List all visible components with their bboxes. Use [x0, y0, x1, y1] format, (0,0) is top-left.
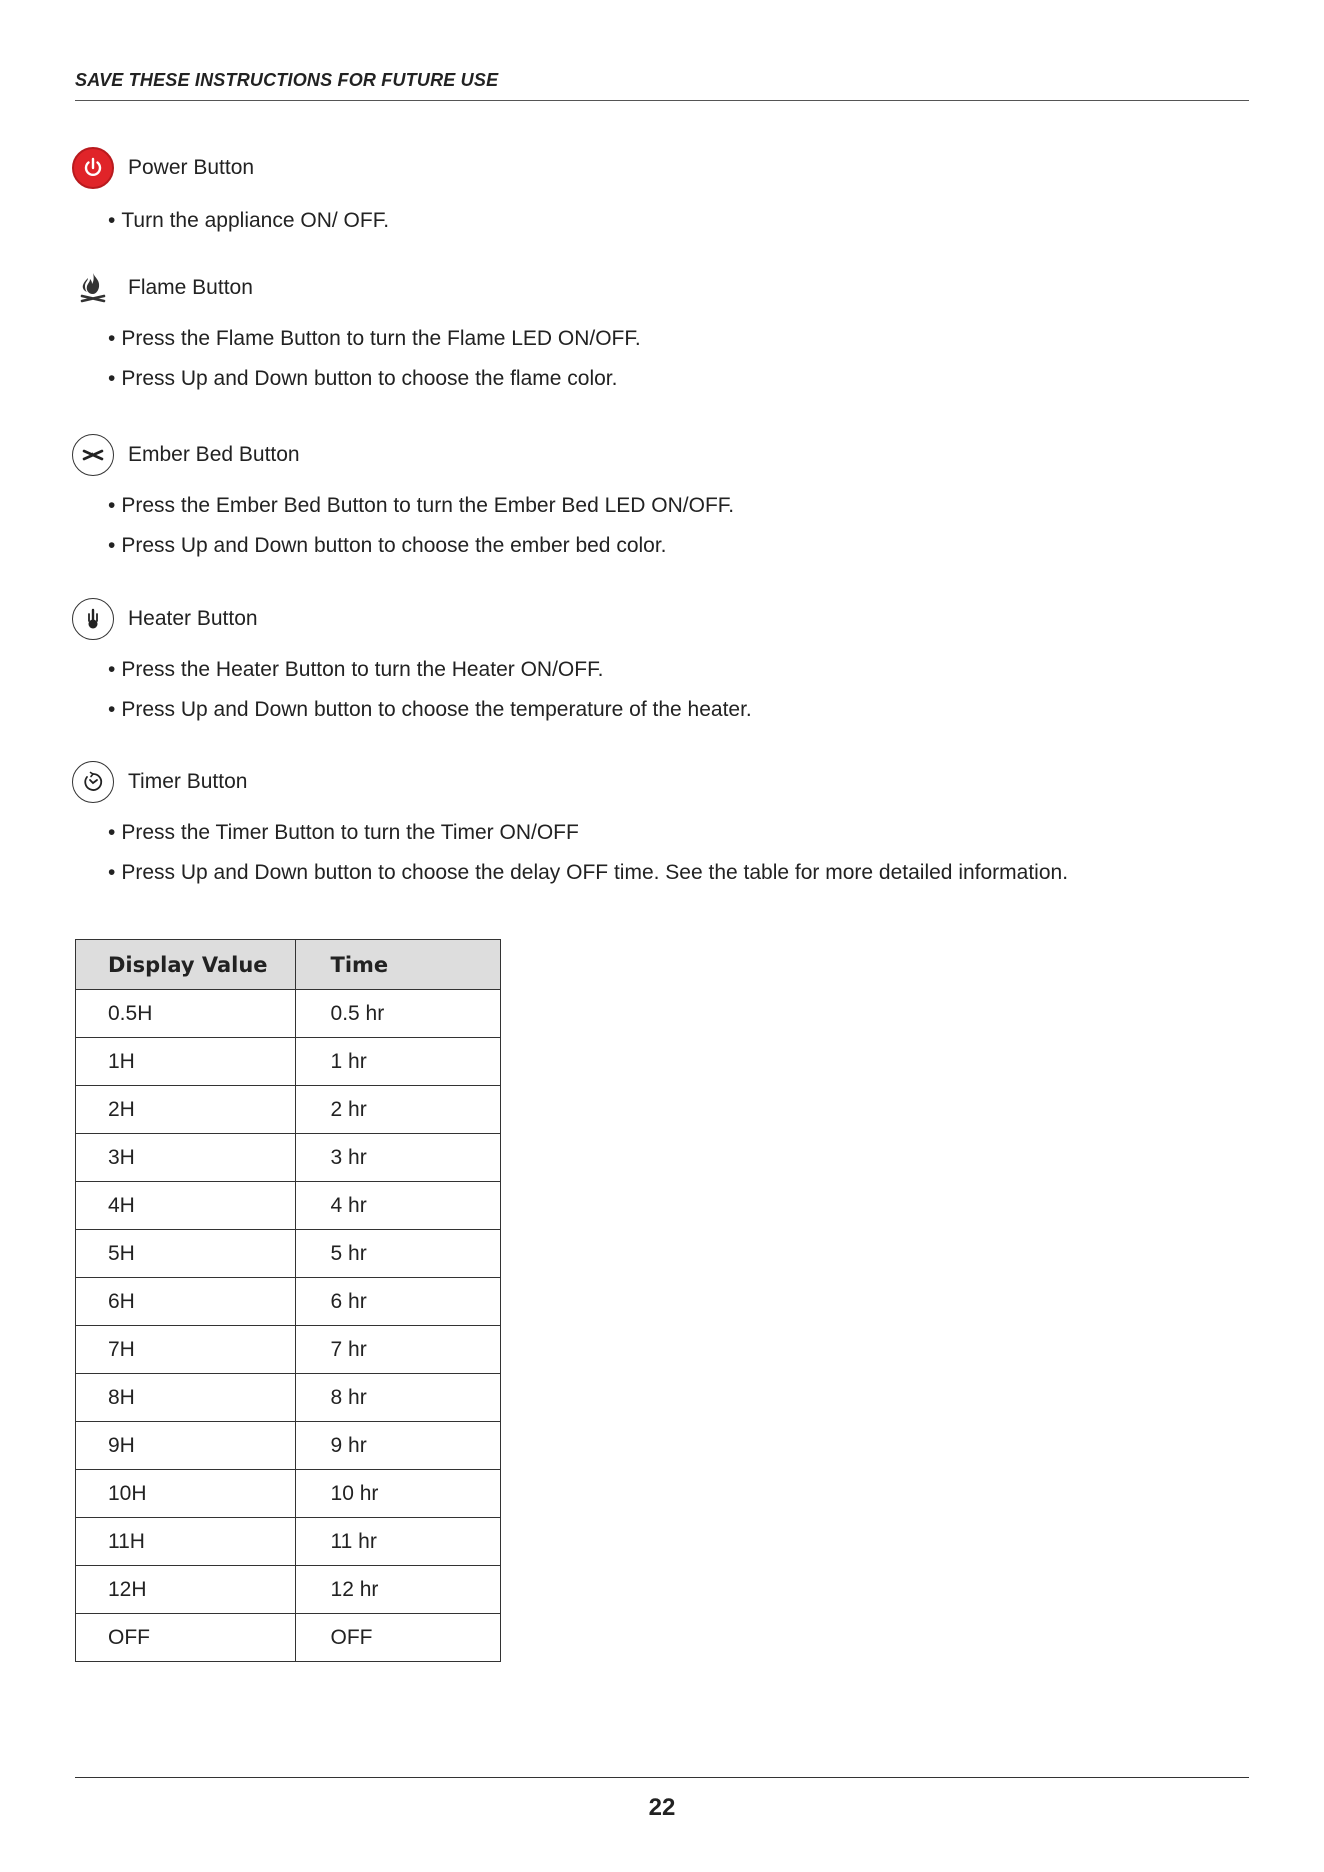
bullet-item: • Press Up and Down button to choose the ember bed color.	[108, 526, 734, 566]
time-cell: 5 hr	[295, 1230, 500, 1278]
table-row	[76, 1134, 501, 1182]
time-cell: 2 hr	[295, 1086, 500, 1134]
page-header: SAVE THESE INSTRUCTIONS FOR FUTURE USE	[75, 70, 499, 90]
display-value-cell: 2H	[76, 1086, 296, 1134]
time-cell: 11 hr	[295, 1518, 500, 1566]
section-flame	[72, 265, 641, 399]
time-cell: 12 hr	[295, 1566, 500, 1614]
time-cell: 6 hr	[295, 1278, 500, 1326]
table-row	[76, 1230, 501, 1278]
display-value-cell: 5H	[76, 1230, 296, 1278]
table-row	[76, 1470, 501, 1518]
section-power	[72, 145, 390, 241]
section-title: Heater Button	[128, 607, 258, 630]
display-value-cell: 0.5H	[76, 990, 296, 1038]
display-value-cell: 3H	[76, 1134, 296, 1182]
footer-divider	[75, 1777, 1249, 1778]
bullet-item: • Press the Flame Button to turn the Flame LED ON/OFF.	[108, 319, 641, 359]
display-value-cell: 12H	[76, 1566, 296, 1614]
bullet-item: • Press Up and Down button to choose the flame color.	[108, 359, 641, 399]
time-cell: 10 hr	[295, 1470, 500, 1518]
ember-bed-icon	[72, 434, 114, 476]
time-cell: 4 hr	[295, 1182, 500, 1230]
flame-icon	[72, 267, 114, 309]
section-heater	[72, 596, 752, 730]
table-row	[76, 1422, 501, 1470]
table-row	[76, 990, 501, 1038]
header-divider	[75, 100, 1249, 101]
bullet-item: • Press the Timer Button to turn the Timer ON/OFF	[108, 813, 1068, 853]
display-value-cell: 7H	[76, 1326, 296, 1374]
bullet-item: • Press the Heater Button to turn the Heater ON/OFF.	[108, 650, 752, 690]
display-value-cell: 11H	[76, 1518, 296, 1566]
bullet-item: • Turn the appliance ON/ OFF.	[108, 201, 389, 241]
page-number: 22	[648, 1794, 676, 1821]
table-row	[76, 1038, 501, 1086]
display-value-cell: 8H	[76, 1374, 296, 1422]
column-header-display-value: Display Value	[76, 940, 296, 990]
display-value-cell: OFF	[76, 1614, 296, 1662]
section-timer	[72, 759, 1069, 893]
time-cell: 7 hr	[295, 1326, 500, 1374]
time-cell: 8 hr	[295, 1374, 500, 1422]
heater-icon	[72, 598, 114, 640]
bullet-item: • Press Up and Down button to choose the delay OFF time. See the table for more detailed information.	[108, 853, 1068, 893]
bullet-item: • Press Up and Down button to choose the temperature of the heater.	[108, 690, 752, 730]
display-value-cell: 9H	[76, 1422, 296, 1470]
table-row	[76, 1182, 501, 1230]
time-cell: 0.5 hr	[295, 990, 500, 1038]
table-row	[76, 1374, 501, 1422]
section-title: Ember Bed Button	[128, 443, 300, 466]
time-cell: 1 hr	[295, 1038, 500, 1086]
table-row	[76, 1614, 501, 1662]
display-value-cell: 1H	[76, 1038, 296, 1086]
table-row	[76, 1566, 501, 1614]
time-cell: 9 hr	[295, 1422, 500, 1470]
table-row	[76, 1086, 501, 1134]
time-cell: 3 hr	[295, 1134, 500, 1182]
display-value-cell: 10H	[76, 1470, 296, 1518]
timer-table	[75, 939, 501, 1662]
display-value-cell: 4H	[76, 1182, 296, 1230]
column-header-time: Time	[295, 940, 500, 990]
table-row	[76, 1326, 501, 1374]
table-header-row	[76, 940, 501, 990]
table-row	[76, 1518, 501, 1566]
display-value-cell: 6H	[76, 1278, 296, 1326]
time-cell: OFF	[295, 1614, 500, 1662]
section-title: Power Button	[128, 156, 255, 179]
power-icon	[72, 147, 114, 189]
table-row	[76, 1278, 501, 1326]
bullet-item: • Press the Ember Bed Button to turn the Ember Bed LED ON/OFF.	[108, 486, 734, 526]
section-title: Flame Button	[128, 276, 253, 299]
section-title: Timer Button	[128, 770, 248, 793]
section-ember-bed	[72, 432, 735, 566]
timer-icon	[72, 761, 114, 803]
